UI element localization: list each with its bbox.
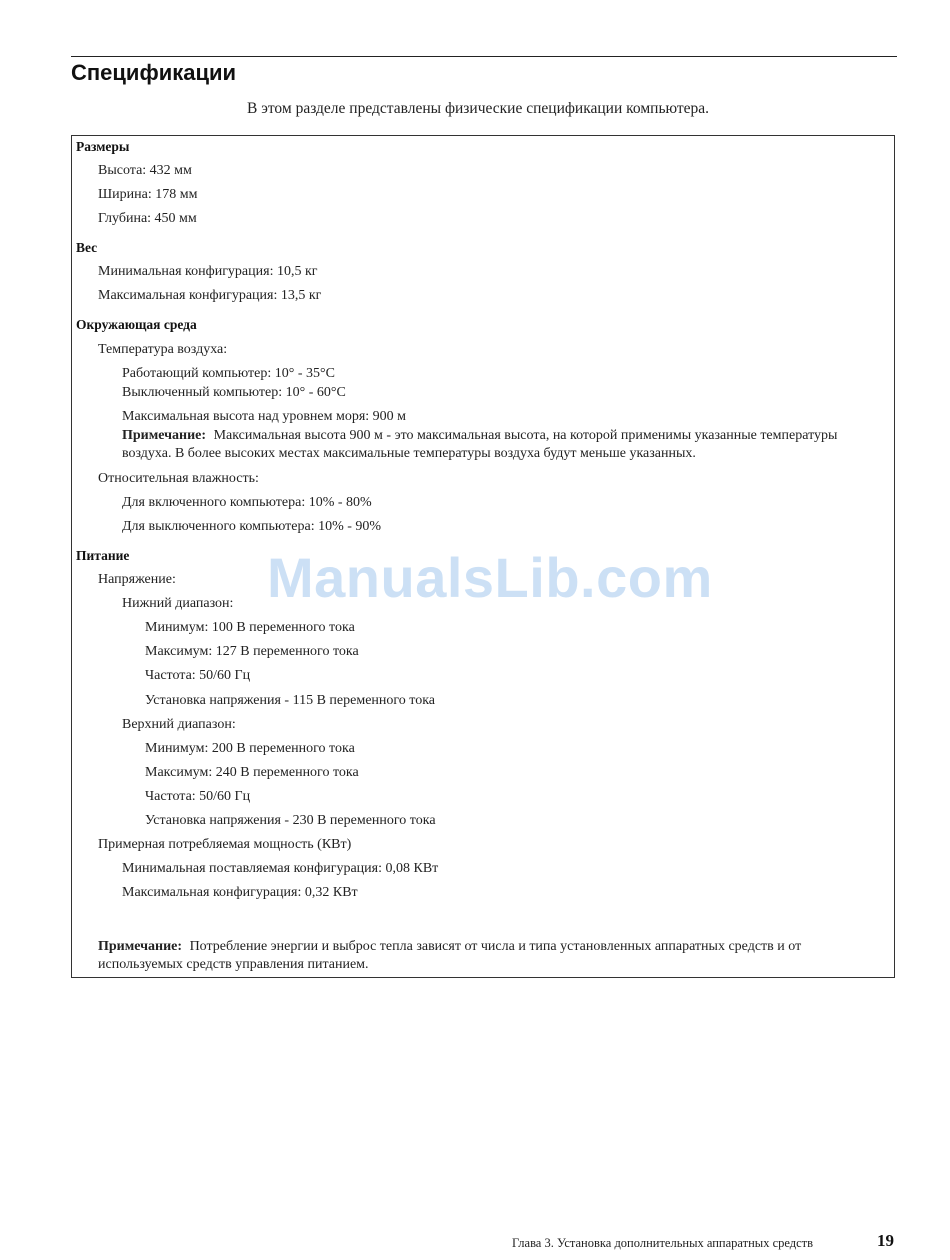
power-note-label: Примечание: [98, 939, 183, 954]
power-note [98, 938, 888, 974]
depth-value: Глубина: 450 мм [98, 211, 197, 226]
height-value: Высота: 432 мм [98, 163, 192, 178]
consumption-label: Примерная потребляемая мощность (КВт) [98, 837, 352, 852]
weight-min: Минимальная конфигурация: 10,5 кг [98, 264, 318, 279]
weight-max: Максимальная конфигурация: 13,5 кг [98, 288, 322, 303]
high-min: Минимум: 200 В переменного тока [145, 741, 355, 756]
width-value: Ширина: 178 мм [98, 187, 198, 202]
intro-text: В этом разделе представлены физические спецификации компьютера. [247, 100, 710, 117]
max-altitude: Максимальная высота над уровнем моря: 900 м [122, 409, 407, 424]
consumption-max: Максимальная конфигурация: 0,32 КВт [122, 885, 358, 900]
note-text: Максимальная высота 900 м - это максимальная высота, на которой применимы указанные температуры воздуха. В более высоких местах максимальные температуры воздуха будут меньше указанных. [122, 428, 838, 461]
low-min: Минимум: 100 В переменного тока [145, 620, 355, 635]
environment-heading: Окружающая среда [76, 317, 197, 332]
power-note-text: Потребление энергии и выброс тепла зависят от числа и типа установленных аппаратных средств и от используемых средств управления питанием. [98, 939, 802, 972]
weight-heading: Вес [76, 240, 98, 255]
low-max: Максимум: 127 В переменного тока [145, 644, 359, 659]
temp-on: Работающий компьютер: 10° - 35°C [122, 366, 335, 381]
dimensions-heading: Размеры [76, 139, 130, 154]
page-title: Спецификации [71, 60, 237, 85]
humidity-on: Для включенного компьютера: 10% - 80% [122, 495, 372, 510]
air-temp-label: Температура воздуха: [98, 342, 228, 357]
altitude-note [122, 427, 882, 463]
watermark: ManualsLib.com [267, 546, 713, 609]
low-freq: Частота: 50/60 Гц [145, 668, 251, 683]
page-number: 19 [877, 1231, 894, 1250]
high-range-label: Верхний диапазон: [122, 717, 236, 732]
note-label: Примечание: [122, 428, 207, 443]
low-range-label: Нижний диапазон: [122, 596, 234, 611]
high-max: Максимум: 240 В переменного тока [145, 765, 359, 780]
voltage-label: Напряжение: [98, 572, 176, 587]
power-heading: Питание [76, 548, 130, 563]
temp-off: Выключенный компьютер: 10° - 60°C [122, 385, 346, 400]
low-setting: Установка напряжения - 115 В переменного тока [145, 693, 436, 708]
top-rule [71, 56, 897, 57]
footer-chapter: Глава 3. Установка дополнительных аппаратных средств [512, 1236, 814, 1250]
high-freq: Частота: 50/60 Гц [145, 789, 251, 804]
humidity-off: Для выключенного компьютера: 10% - 90% [122, 519, 382, 534]
consumption-min: Минимальная поставляемая конфигурация: 0,08 КВт [122, 861, 439, 876]
humidity-label: Относительная влажность: [98, 471, 259, 486]
high-setting: Установка напряжения - 230 В переменного тока [145, 813, 436, 828]
